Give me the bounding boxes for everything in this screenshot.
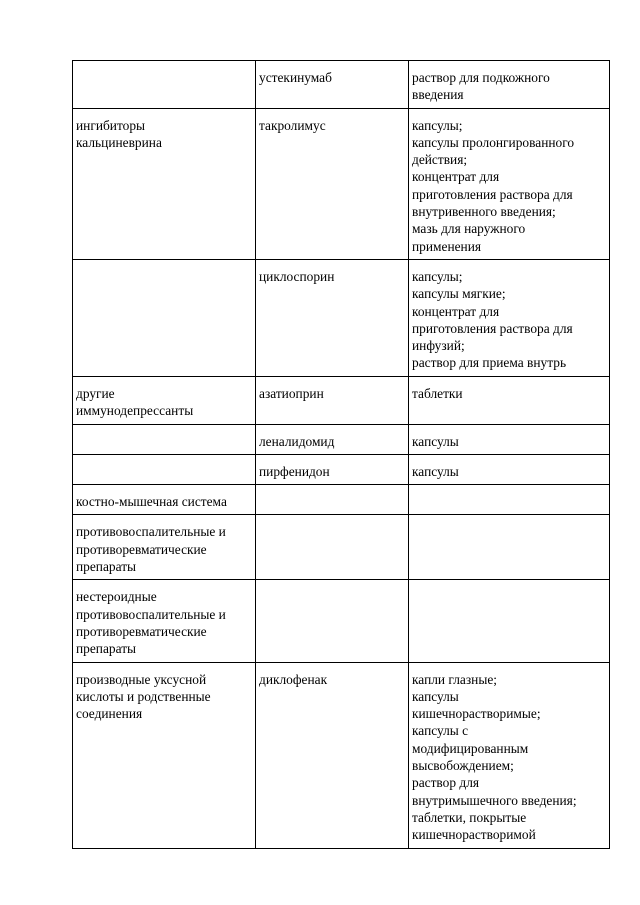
forms-cell xyxy=(409,61,610,109)
group-cell xyxy=(73,485,256,515)
group-line: иммунодепрессанты xyxy=(76,403,194,419)
group-cell xyxy=(73,424,256,454)
form-line: действия; xyxy=(412,152,468,168)
group-line: ингибиторы xyxy=(76,117,146,133)
form-line: инфузий; xyxy=(412,338,465,354)
forms-cell xyxy=(409,259,610,376)
form-line: применения xyxy=(412,238,482,254)
group-line: противоревматические xyxy=(76,541,207,557)
group-line: препараты xyxy=(76,559,137,575)
group-cell xyxy=(73,580,256,662)
drug-name: такролимус xyxy=(259,117,326,133)
drug-cell xyxy=(256,259,409,376)
form-line: кишечнорастворимой xyxy=(412,827,536,843)
form-line: приготовления раствора для xyxy=(412,186,573,202)
drug-cell xyxy=(256,662,409,848)
table-row xyxy=(73,424,610,454)
forms-cell xyxy=(409,108,610,259)
group-cell xyxy=(73,454,256,484)
table-row xyxy=(73,515,610,580)
form-line: таблетки xyxy=(412,385,463,401)
forms-cell xyxy=(409,454,610,484)
forms-cell xyxy=(409,662,610,848)
group-line: противовоспалительные и xyxy=(76,606,226,622)
table-row xyxy=(73,61,610,109)
form-line: капсулы; xyxy=(412,268,463,284)
form-line: капсулы xyxy=(412,688,459,704)
form-line: раствор для подкожного xyxy=(412,70,550,85)
group-line: кислоты и родственные xyxy=(76,688,211,704)
group-cell xyxy=(73,259,256,376)
forms-cell xyxy=(409,485,610,515)
drug-name: устекинумаб xyxy=(259,70,332,85)
drug-name: циклоспорин xyxy=(259,268,335,284)
table-row xyxy=(73,485,610,515)
form-line: модифицированным xyxy=(412,740,529,756)
form-line: капсулы с xyxy=(412,723,469,739)
group-line: кальциневрина xyxy=(76,134,162,150)
forms-cell xyxy=(409,515,610,580)
group-line: производные уксусной xyxy=(76,671,207,687)
group-cell xyxy=(73,108,256,259)
form-line: концентрат для xyxy=(412,303,500,319)
form-line: капсулы пролонгированного xyxy=(412,134,575,150)
group-cell xyxy=(73,515,256,580)
form-line: концентрат для xyxy=(412,169,500,185)
group-line: противовоспалительные и xyxy=(76,524,226,540)
forms-cell xyxy=(409,424,610,454)
form-line: таблетки, покрытые xyxy=(412,809,527,825)
drug-name: пирфенидон xyxy=(259,463,330,479)
table-row xyxy=(73,580,610,662)
form-line: капсулы xyxy=(412,433,459,449)
form-line: капсулы мягкие; xyxy=(412,286,506,302)
drug-cell xyxy=(256,454,409,484)
drug-cell xyxy=(256,376,409,424)
form-line: мазь для наружного xyxy=(412,221,526,237)
table-row xyxy=(73,662,610,848)
table-row xyxy=(73,376,610,424)
group-cell xyxy=(73,61,256,109)
forms-cell xyxy=(409,580,610,662)
form-line: раствор для xyxy=(412,775,480,791)
table-row xyxy=(73,108,610,259)
drug-cell xyxy=(256,580,409,662)
drug-cell xyxy=(256,61,409,109)
form-line: кишечнорастворимые; xyxy=(412,706,541,722)
drug-cell xyxy=(256,424,409,454)
group-line: костно-мышечная система xyxy=(76,494,227,510)
form-line: высвобождением; xyxy=(412,758,514,774)
form-line: введения xyxy=(412,87,464,103)
drug-cell xyxy=(256,108,409,259)
group-line: препараты xyxy=(76,641,137,657)
table-row xyxy=(73,259,610,376)
forms-cell xyxy=(409,376,610,424)
table-row xyxy=(73,454,610,484)
form-line: капли глазные; xyxy=(412,671,497,687)
form-line: раствор для приема внутрь xyxy=(412,355,567,371)
drug-table xyxy=(72,60,610,849)
form-line: внутривенного введения; xyxy=(412,204,556,220)
group-line: противоревматические xyxy=(76,623,207,639)
drug-table-body xyxy=(73,61,610,849)
form-line: капсулы xyxy=(412,463,459,479)
drug-name: леналидомид xyxy=(259,433,335,449)
drug-cell xyxy=(256,485,409,515)
group-line: соединения xyxy=(76,706,143,722)
group-cell xyxy=(73,376,256,424)
drug-cell xyxy=(256,515,409,580)
form-line: внутримышечного введения; xyxy=(412,792,577,808)
group-cell xyxy=(73,662,256,848)
drug-name: диклофенак xyxy=(259,671,328,687)
group-line: другие xyxy=(76,385,115,401)
group-line: нестероидные xyxy=(76,589,157,605)
form-line: капсулы; xyxy=(412,117,463,133)
drug-name: азатиоприн xyxy=(259,385,324,401)
form-line: приготовления раствора для xyxy=(412,320,573,336)
